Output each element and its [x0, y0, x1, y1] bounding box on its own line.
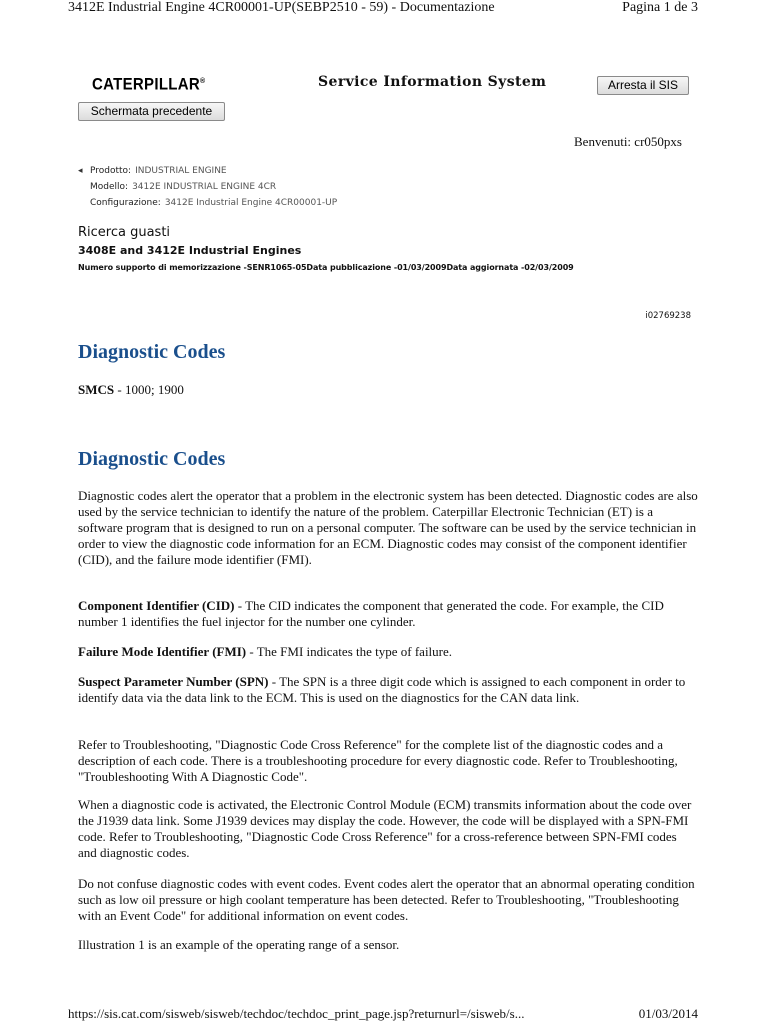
- system-title: Service Information System: [318, 74, 547, 90]
- logo-registered-mark: ®: [200, 77, 206, 86]
- term-spn: Suspect Parameter Number (SPN): [78, 674, 269, 689]
- document-id: i02769238: [645, 311, 691, 321]
- meta-product-value: INDUSTRIAL ENGINE: [135, 166, 227, 176]
- collapse-arrow-icon[interactable]: ◂: [78, 166, 83, 176]
- document-subtitle: 3408E and 3412E Industrial Engines: [78, 244, 302, 257]
- smcs-label: SMCS: [78, 382, 115, 397]
- meta-configuration: [90, 198, 337, 208]
- welcome-user: Benvenuti: cr050pxs: [574, 134, 682, 149]
- definition-fmi: - The FMI indicates the type of failure.: [246, 644, 453, 659]
- paragraph-j1939: When a diagnostic code is activated, the Electronic Control Module (ECM) transmits information about the code over the J1939 data link. Some J1939 devices may display the code. However, the code will be displayed with a SPN-FMI code. Refer to Troubleshooting, "Diagnostic Code Cross Reference" for a cross-reference between SPN-FMI codes and diagnostic codes.: [78, 797, 692, 860]
- meta-model: [90, 182, 276, 192]
- print-header-title: 3412E Industrial Engine 4CR00001-UP(SEBP2510 - 59) - Documentazione: [68, 0, 495, 15]
- paragraph-illustration: Illustration 1 is an example of the operating range of a sensor.: [78, 937, 400, 952]
- print-footer-url: https://sis.cat.com/sisweb/sisweb/techdoc/techdoc_print_page.jsp?returnurl=/sisweb/s...: [68, 1006, 525, 1021]
- term-fmi: Failure Mode Identifier (FMI): [78, 644, 247, 659]
- print-header-page: Pagina 1 de 3: [622, 0, 698, 15]
- page-title: Diagnostic Codes: [78, 341, 226, 363]
- meta-model-value: 3412E INDUSTRIAL ENGINE 4CR: [132, 182, 277, 192]
- print-footer-date: 01/03/2014: [638, 1006, 698, 1021]
- document-type: Ricerca guasti: [78, 225, 171, 240]
- paragraph-intro: Diagnostic codes alert the operator that a problem in the electronic system has been detected. Diagnostic codes are also used by the service technician to identify the nature of the problem. Caterpillar Electronic Technician (ET) is a software program that is designed to run on a personal computer. The software can be used by the service technician in order to view the diagnostic code information for an ECM. Diagnostic codes may consist of the component identifier (CID), and the failure mode identifier (FMI).: [78, 488, 698, 567]
- meta-product: [78, 166, 227, 176]
- stop-sis-button[interactable]: Arresta il SIS: [597, 76, 689, 95]
- term-cid: Component Identifier (CID): [78, 598, 235, 613]
- meta-model-label: Modello:: [90, 182, 129, 192]
- section-heading: Diagnostic Codes: [78, 448, 226, 470]
- logo-text: CATERPILLAR: [92, 75, 201, 94]
- paragraph-fmi: [78, 644, 698, 660]
- definition-spn: - The SPN is a three digit code which is assigned to each component in order to identify data via the data link to the ECM. This is used on the diagnostics for the CAN data link.: [78, 674, 686, 705]
- paragraph-event-codes: Do not confuse diagnostic codes with event codes. Event codes alert the operator that an abnormal operating condition such as low oil pressure or high coolant temperature has been detected. Refer to Troubleshooting, "Troubleshooting with an Event Code" for additional information on event codes.: [78, 876, 695, 923]
- smcs-value: - 1000; 1900: [114, 382, 184, 397]
- document-media-line: Numero supporto di memorizzazione -SENR1065-05Data pubblicazione -01/03/2009Data aggiornata -02/03/2009: [78, 263, 574, 272]
- definition-cid: - The CID indicates the component that generated the code. For example, the CID number 1 identifies the fuel injector for the number one cylinder.: [78, 598, 664, 629]
- previous-screen-button[interactable]: Schermata precedente: [78, 102, 225, 121]
- paragraph-cid: [78, 598, 698, 630]
- smcs-line: [78, 382, 184, 398]
- caterpillar-logo: [92, 75, 205, 94]
- meta-config-label: Configurazione:: [90, 198, 161, 208]
- paragraph-cross-reference: Refer to Troubleshooting, "Diagnostic Code Cross Reference" for the complete list of the diagnostic codes and a description of each code. There is a troubleshooting procedure for every diagnostic code. Refer to Troubleshooting, "Troubleshooting With A Diagnostic Code".: [78, 737, 678, 784]
- paragraph-spn: [78, 674, 698, 706]
- meta-config-value: 3412E Industrial Engine 4CR00001-UP: [164, 198, 338, 208]
- meta-product-label: Prodotto:: [90, 166, 132, 176]
